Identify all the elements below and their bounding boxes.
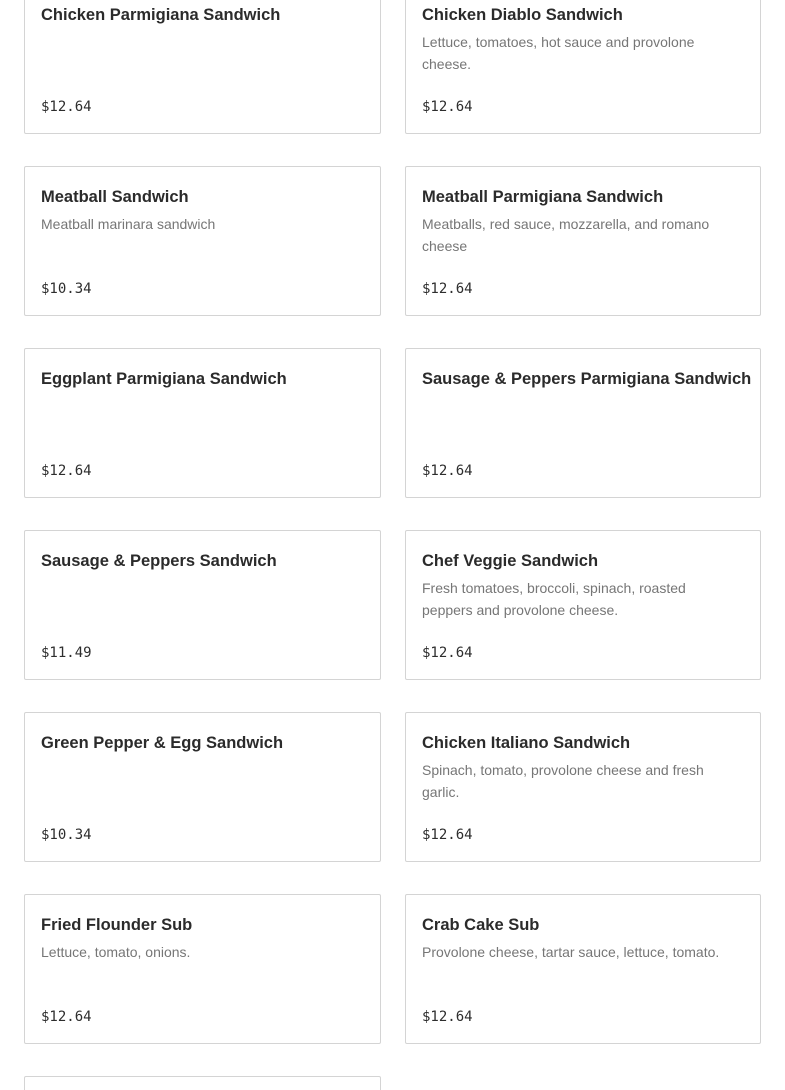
menu-item-description: Provolone cheese, tartar sauce, lettuce, tomato. [422,944,720,960]
menu-item-card[interactable] [405,894,761,1044]
menu-item-name: Meatball Sandwich [41,188,189,206]
menu-item-price: $12.64 [41,463,92,479]
menu-item-card[interactable] [405,0,761,134]
menu-item-card[interactable] [24,166,381,316]
menu-item-name: Chicken Parmigiana Sandwich [41,6,281,24]
menu-item-card[interactable] [405,348,761,498]
menu-item-description: Meatball marinara sandwich [41,216,216,232]
menu-item-description: Lettuce, tomato, onions. [41,944,191,960]
menu-item-name: Chicken Diablo Sandwich [422,6,623,24]
menu-item-price: $12.64 [422,1009,473,1025]
menu-item-price: $10.34 [41,827,92,843]
menu-item-name: Sausage & Peppers Sandwich [41,552,277,570]
menu-item-price: $12.64 [422,99,473,115]
menu-item-name: Crab Cake Sub [422,916,540,934]
menu-item-price: $12.64 [422,645,473,661]
menu-item-price: $12.64 [422,281,473,297]
menu-item-card[interactable] [405,712,761,862]
menu-item-card[interactable] [405,530,761,680]
menu-item-description: Lettuce, tomatoes, hot sauce and provolone cheese. [422,34,695,72]
menu-item-description: Fresh tomatoes, broccoli, spinach, roasted peppers and provolone cheese. [422,580,686,618]
menu-item-card[interactable] [24,0,381,134]
menu-item-price: $11.49 [41,645,92,661]
menu-item-name: Eggplant Parmigiana Sandwich [41,370,287,388]
menu-item-card[interactable] [24,348,381,498]
menu-item-name: Chef Veggie Sandwich [422,552,599,570]
menu-item-price: $12.64 [422,463,473,479]
menu-item-price: $12.64 [41,99,92,115]
menu-item-price: $12.64 [422,827,473,843]
menu-item-name: Fried Flounder Sub [41,916,193,934]
menu-item-card[interactable] [24,894,381,1044]
menu-item-name: Green Pepper & Egg Sandwich [41,734,284,752]
menu-item-name: Chicken Italiano Sandwich [422,734,631,752]
menu-item-price: $12.64 [41,1009,92,1025]
menu-item-description: Spinach, tomato, provolone cheese and fresh garlic. [422,762,704,800]
menu-item-card[interactable] [405,166,761,316]
menu-item-card[interactable] [24,712,381,862]
menu-item-name: Meatball Parmigiana Sandwich [422,188,664,206]
menu-item-price: $10.34 [41,281,92,297]
menu-item-card[interactable] [24,1076,381,1090]
menu-items-grid [24,0,761,1090]
menu-item-description: Meatballs, red sauce, mozzarella, and romano cheese [422,216,710,254]
menu-item-name: Sausage & Peppers Parmigiana Sandwich [422,370,752,388]
menu-item-card[interactable] [24,530,381,680]
